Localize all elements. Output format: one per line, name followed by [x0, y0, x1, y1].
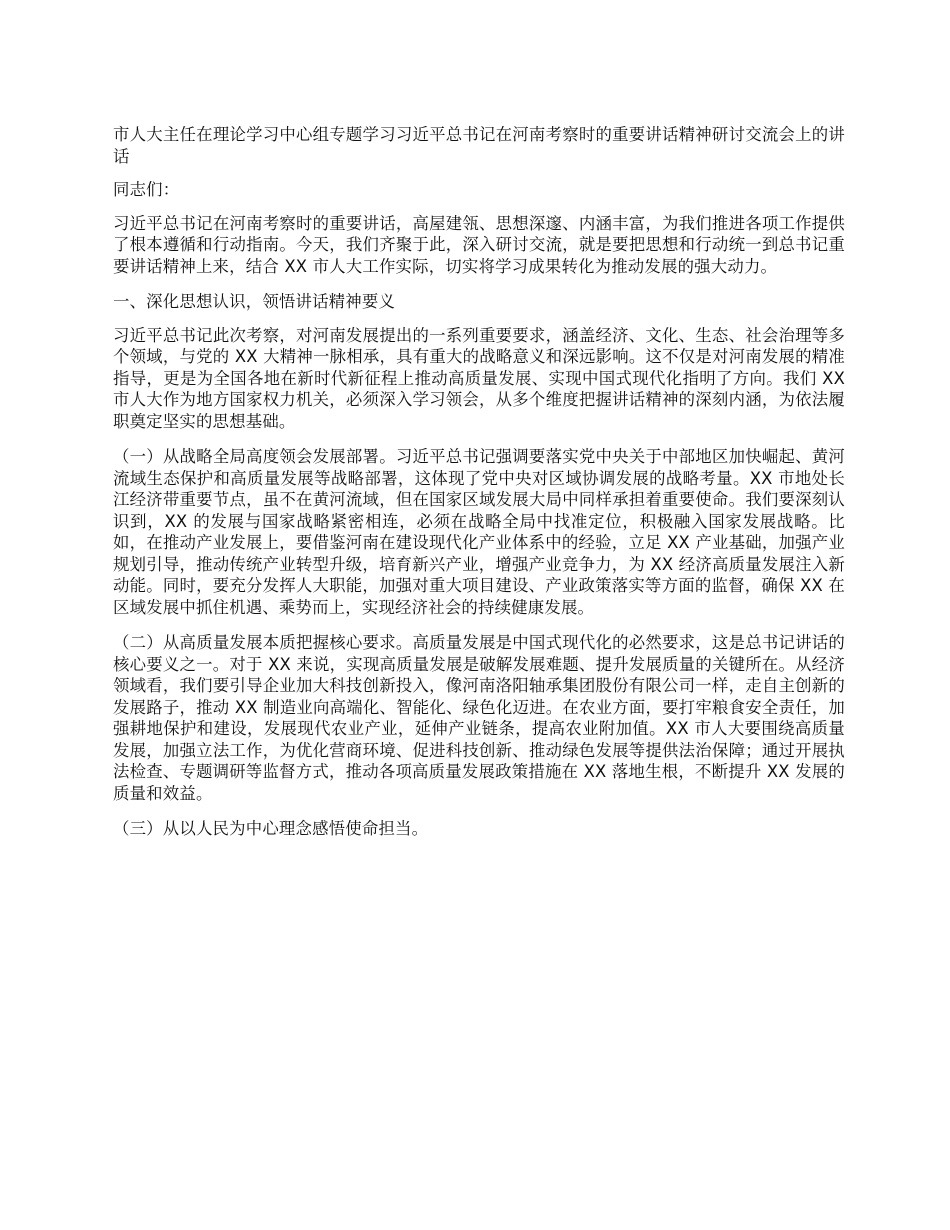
- salutation: 同志们：: [113, 180, 180, 199]
- subsection-3-heading: （三）从以人民为中心理念感悟使命担当。: [113, 819, 429, 838]
- document-title: 市人大主任在理论学习中心组专题学习习近平总书记在河南考察时的重要讲话精神研讨交流会上的讲话: [113, 125, 845, 166]
- subsection-1-paragraph: （一）从战略全局高度领会发展部署。习近平总书记强调要落实党中央关于中部地区加快崛起、黄河流域生态保护和高质量发展等战略部署，这体现了党中央对区域协调发展的战略考量。XX 市地处长江经济带重要节点，虽不在黄河流域，但在国家区域发展大局中同样承担着重要使命。我们要深刻认识到，XX 的发展与国家战略紧密相连，必须在战略全局中找准定位，积极融入国家发展战略。比如，在推动产业发展上，要借鉴河南在建设现代化产业体系中的经验，立足 XX 产业基础，加强产业规划引导，推动传统产业转型升级，培育新兴产业，增强产业竞争力，为 XX 经济高质量发展注入新动能。同时，要充分发挥人大职能，加强对重大项目建设、产业政策落实等方面的监督，确保 XX 在区域发展中抓住机遇、乘势而上，实现经济社会的持续健康发展。: [113, 447, 845, 617]
- document-page: [113, 124, 845, 854]
- subsection-2-paragraph: （二）从高质量发展本质把握核心要求。高质量发展是中国式现代化的必然要求，这是总书记讲话的核心要义之一。对于 XX 来说，实现高质量发展是破解发展难题、提升发展质量的关键所在。从经济领域看，我们要引导企业加大科技创新投入，像河南洛阳轴承集团股份有限公司一样，走自主创新的发展路子，推动 XX 制造业向高端化、智能化、绿色化迈进。在农业方面，要打牢粮食安全责任，加强耕地保护和建设，发展现代农业产业，延伸产业链条，提高农业附加值。XX 市人大要围绕高质量发展，加强立法工作，为优化营商环境、促进科技创新、推动绿色发展等提供法治保障；通过开展执法检查、专题调研等监督方式，推动各项高质量发展政策措施在 XX 落地生根，不断提升 XX 发展的质量和效益。: [113, 633, 845, 803]
- section-heading-1: 一、深化思想认识，领悟讲话精神要义: [113, 292, 396, 311]
- intro-paragraph: 习近平总书记在河南考察时的重要讲话，高屋建瓴、思想深邃、内涵丰富，为我们推进各项工作提供了根本遵循和行动指南。今天，我们齐聚于此，深入研讨交流，就是要把思想和行动统一到总书记重要讲话精神上来，结合 XX 市人大工作实际，切实将学习成果转化为推动发展的强大动力。: [113, 213, 845, 276]
- section-1-paragraph: 习近平总书记此次考察，对河南发展提出的一系列重要要求，涵盖经济、文化、生态、社会治理等多个领域，与党的 XX 大精神一脉相承，具有重大的战略意义和深远影响。这不仅是对河南发展的精准指导，更是为全国各地在新时代新征程上推动高质量发展、实现中国式现代化指明了方向。我们 XX 市人大作为地方国家权力机关，必须深入学习领会，从多个维度把握讲话精神的深刻内涵，为依法履职奠定坚实的思想基础。: [113, 325, 845, 431]
